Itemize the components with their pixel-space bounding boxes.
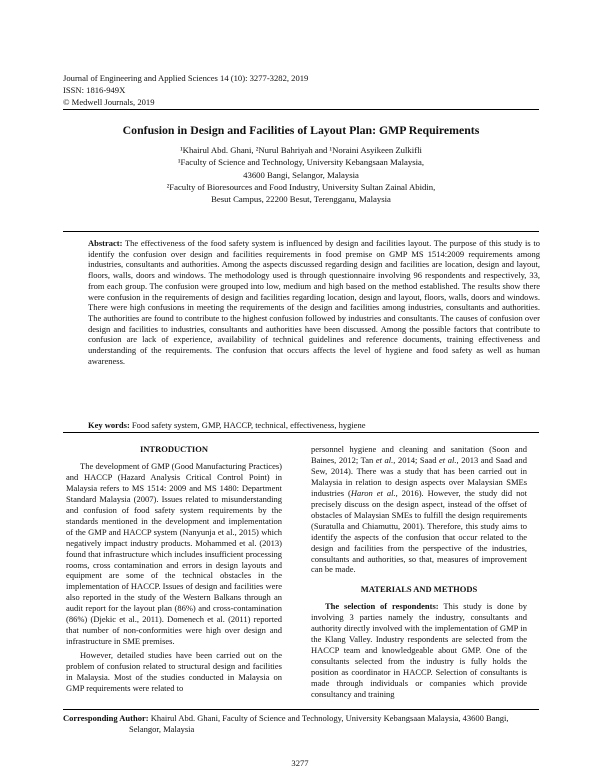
methods-heading: MATERIALS AND METHODS	[360, 584, 478, 595]
corresponding-line-1: Khairul Abd. Ghani, Faculty of Science and Technology, University Kebangsaan Malaysia, 43600 Bangi,	[148, 713, 509, 723]
affiliation-2-line-2: Besut Campus, 22200 Besut, Terengganu, Malaysia	[211, 194, 391, 205]
abstract-top-rule	[63, 231, 539, 232]
p3-etal-2: et al.	[439, 454, 457, 465]
journal-issn: ISSN: 1816-949X	[63, 85, 126, 96]
affiliation-2-line-1: ²Faculty of Bioresources and Food Industry, University Sultan Zainal Abidin,	[166, 181, 436, 192]
left-column	[66, 444, 282, 694]
p3-etal-1: et al.	[375, 454, 394, 465]
introduction-heading: INTRODUCTION	[139, 444, 208, 454]
p3-text-a: personnel hygiene and cleaning and sanitation (Soon and Baines, 2012; Tan	[311, 444, 527, 465]
page-number: 3277	[291, 758, 309, 768]
keywords-label: Key words:	[88, 420, 130, 430]
header-rule	[63, 109, 539, 110]
p3-citation-haron: Haron et al.	[350, 487, 396, 498]
abstract	[88, 238, 540, 366]
affiliation-1-line-1: ¹Faculty of Science and Technology, University Kebangsaan Malaysia,	[177, 157, 425, 168]
p3-text-d: , 2016). However, the study did not precisely discuss on the design aspect, instead of the offset of obstacles of Malaysian SMEs to fulfill the design requirements (Suratulla and Chiamuttu, 2001). Therefore, this study aims to identify the aspects of the confusion that occur related to the design and facilities from the perspective of the industries, consultants and authorities, so that, measures of improvement can be made.	[311, 487, 528, 575]
corresponding-line-2: Selangor, Malaysia	[129, 723, 195, 734]
methods-subheading: The selection of respondents:	[325, 601, 439, 612]
journal-copyright: © Medwell Journals, 2019	[63, 97, 155, 108]
corresponding-author	[63, 713, 539, 734]
p3-text-b: , 2014; Saad	[393, 454, 440, 465]
keywords	[88, 420, 540, 430]
abstract-text: The effectiveness of the food safety system is influenced by design and facilities layout. The purpose of this study is to identify the confusion over design and facilities requirements in food premise on GMP MS 1514:2009 requirements among industries, consultants and authorities. Among the aspects discussed regarding design and facilities are location, design and layout, floors, walls, doors and windows. The methodology used is through questionnaire involving 96 respondents and respectively, 33, from each group. The confusion were grouped into low, medium and high based on the method established. The results show there were confusion in the requirements of design and facilities regarding location, design and layout, floors, walls, doors and windows. There were high confusions in meeting the requirements of the design and facilities among industries, consultants and authorities. The authorities are found to contribute to the highest confusion followed by industries and consultants. The causes of confusion over design and facilities to industries, consultants and authorities have been discussed. Among the possible factors that contribute to confusion are lack of experience, availability of technical guidelines and reference documents, training effectiveness and understanding of the requirements. The confusion that occurs affects the level of hygiene and food safety as well as human awareness.	[88, 238, 540, 366]
abstract-label: Abstract:	[88, 238, 123, 248]
intro-paragraph-1: The development of GMP (Good Manufacturing Practices) and HACCP (Hazard Analysis Critical Control Point) in Malaysia refers to MS 1514: 2009 and MS 1480: Department Standard Malaysia (2007). Issues related to misunderstanding and confusion of food safety system requirements by the standards mentioned in the development and implementation of the GMP and HACCP system (Nanyunja et al., 2015) which negatively impact industry products. Mohammed et al. (2013) found that infrastructure which includes insufficient processing rooms, cross contamination and errors in design layouts and equipment are some of the technical obstacles in the implementation of HACCP. Issues of design and facilities were also reported in the study of the Western Balkans through an audit report for the layout plan (86%) and cross-contamination (86%) (Djekic et al., 2011). Domenech et al. (2011) reported that number of non-conformities were high over design and infrastructure in SME premises.	[66, 460, 282, 647]
footnote-rule	[63, 709, 539, 710]
corresponding-label: Corresponding Author:	[63, 713, 149, 723]
journal-header	[63, 72, 308, 109]
keywords-bottom-rule	[63, 432, 539, 433]
author-names: ¹Khairul Abd. Ghani, ²Nurul Bahriyah and ¹Noraini Asyikeen Zulkifli	[180, 145, 422, 155]
p3-text-c: , 2013 and Saad and Sew, 2014). There was a study that has been carried out in Malaysia in relation to design aspects over Malaysian SMEs industries (	[311, 454, 527, 498]
methods-text: This study is done by involving 3 parties namely the industry, consultants and authority directly involved with the implementation of GMP in the Klang Valley. Industry respondents are selected from the HACCP team and knowledgeable about GMP. One of the consultants selected from the industry is fully holds the position as coordinator in HACCP. Selection of consultants is made through individuals or companies which provide consultancy and training	[311, 601, 527, 700]
journal-citation: Journal of Engineering and Applied Sciences 14 (10): 3277-3282, 2019	[63, 73, 309, 83]
intro-paragraph-3	[311, 444, 527, 575]
methods-paragraph	[311, 601, 527, 700]
intro-paragraph-2: However, detailed studies have been carried out on the problem of confusion related to structural design and facilities in Malaysia. Most of the studies conducted in Malaysia on GMP requirements were related to	[66, 650, 282, 694]
affiliation-1-line-2: 43600 Bangi, Selangor, Malaysia	[243, 169, 359, 180]
author-block	[63, 144, 539, 205]
paper-title: Confusion in Design and Facilities of Layout Plan: GMP Requirements	[122, 123, 480, 137]
right-column	[311, 444, 527, 700]
keywords-text: Food safety system, GMP, HACCP, technical, effectiveness, hygiene	[129, 420, 366, 430]
